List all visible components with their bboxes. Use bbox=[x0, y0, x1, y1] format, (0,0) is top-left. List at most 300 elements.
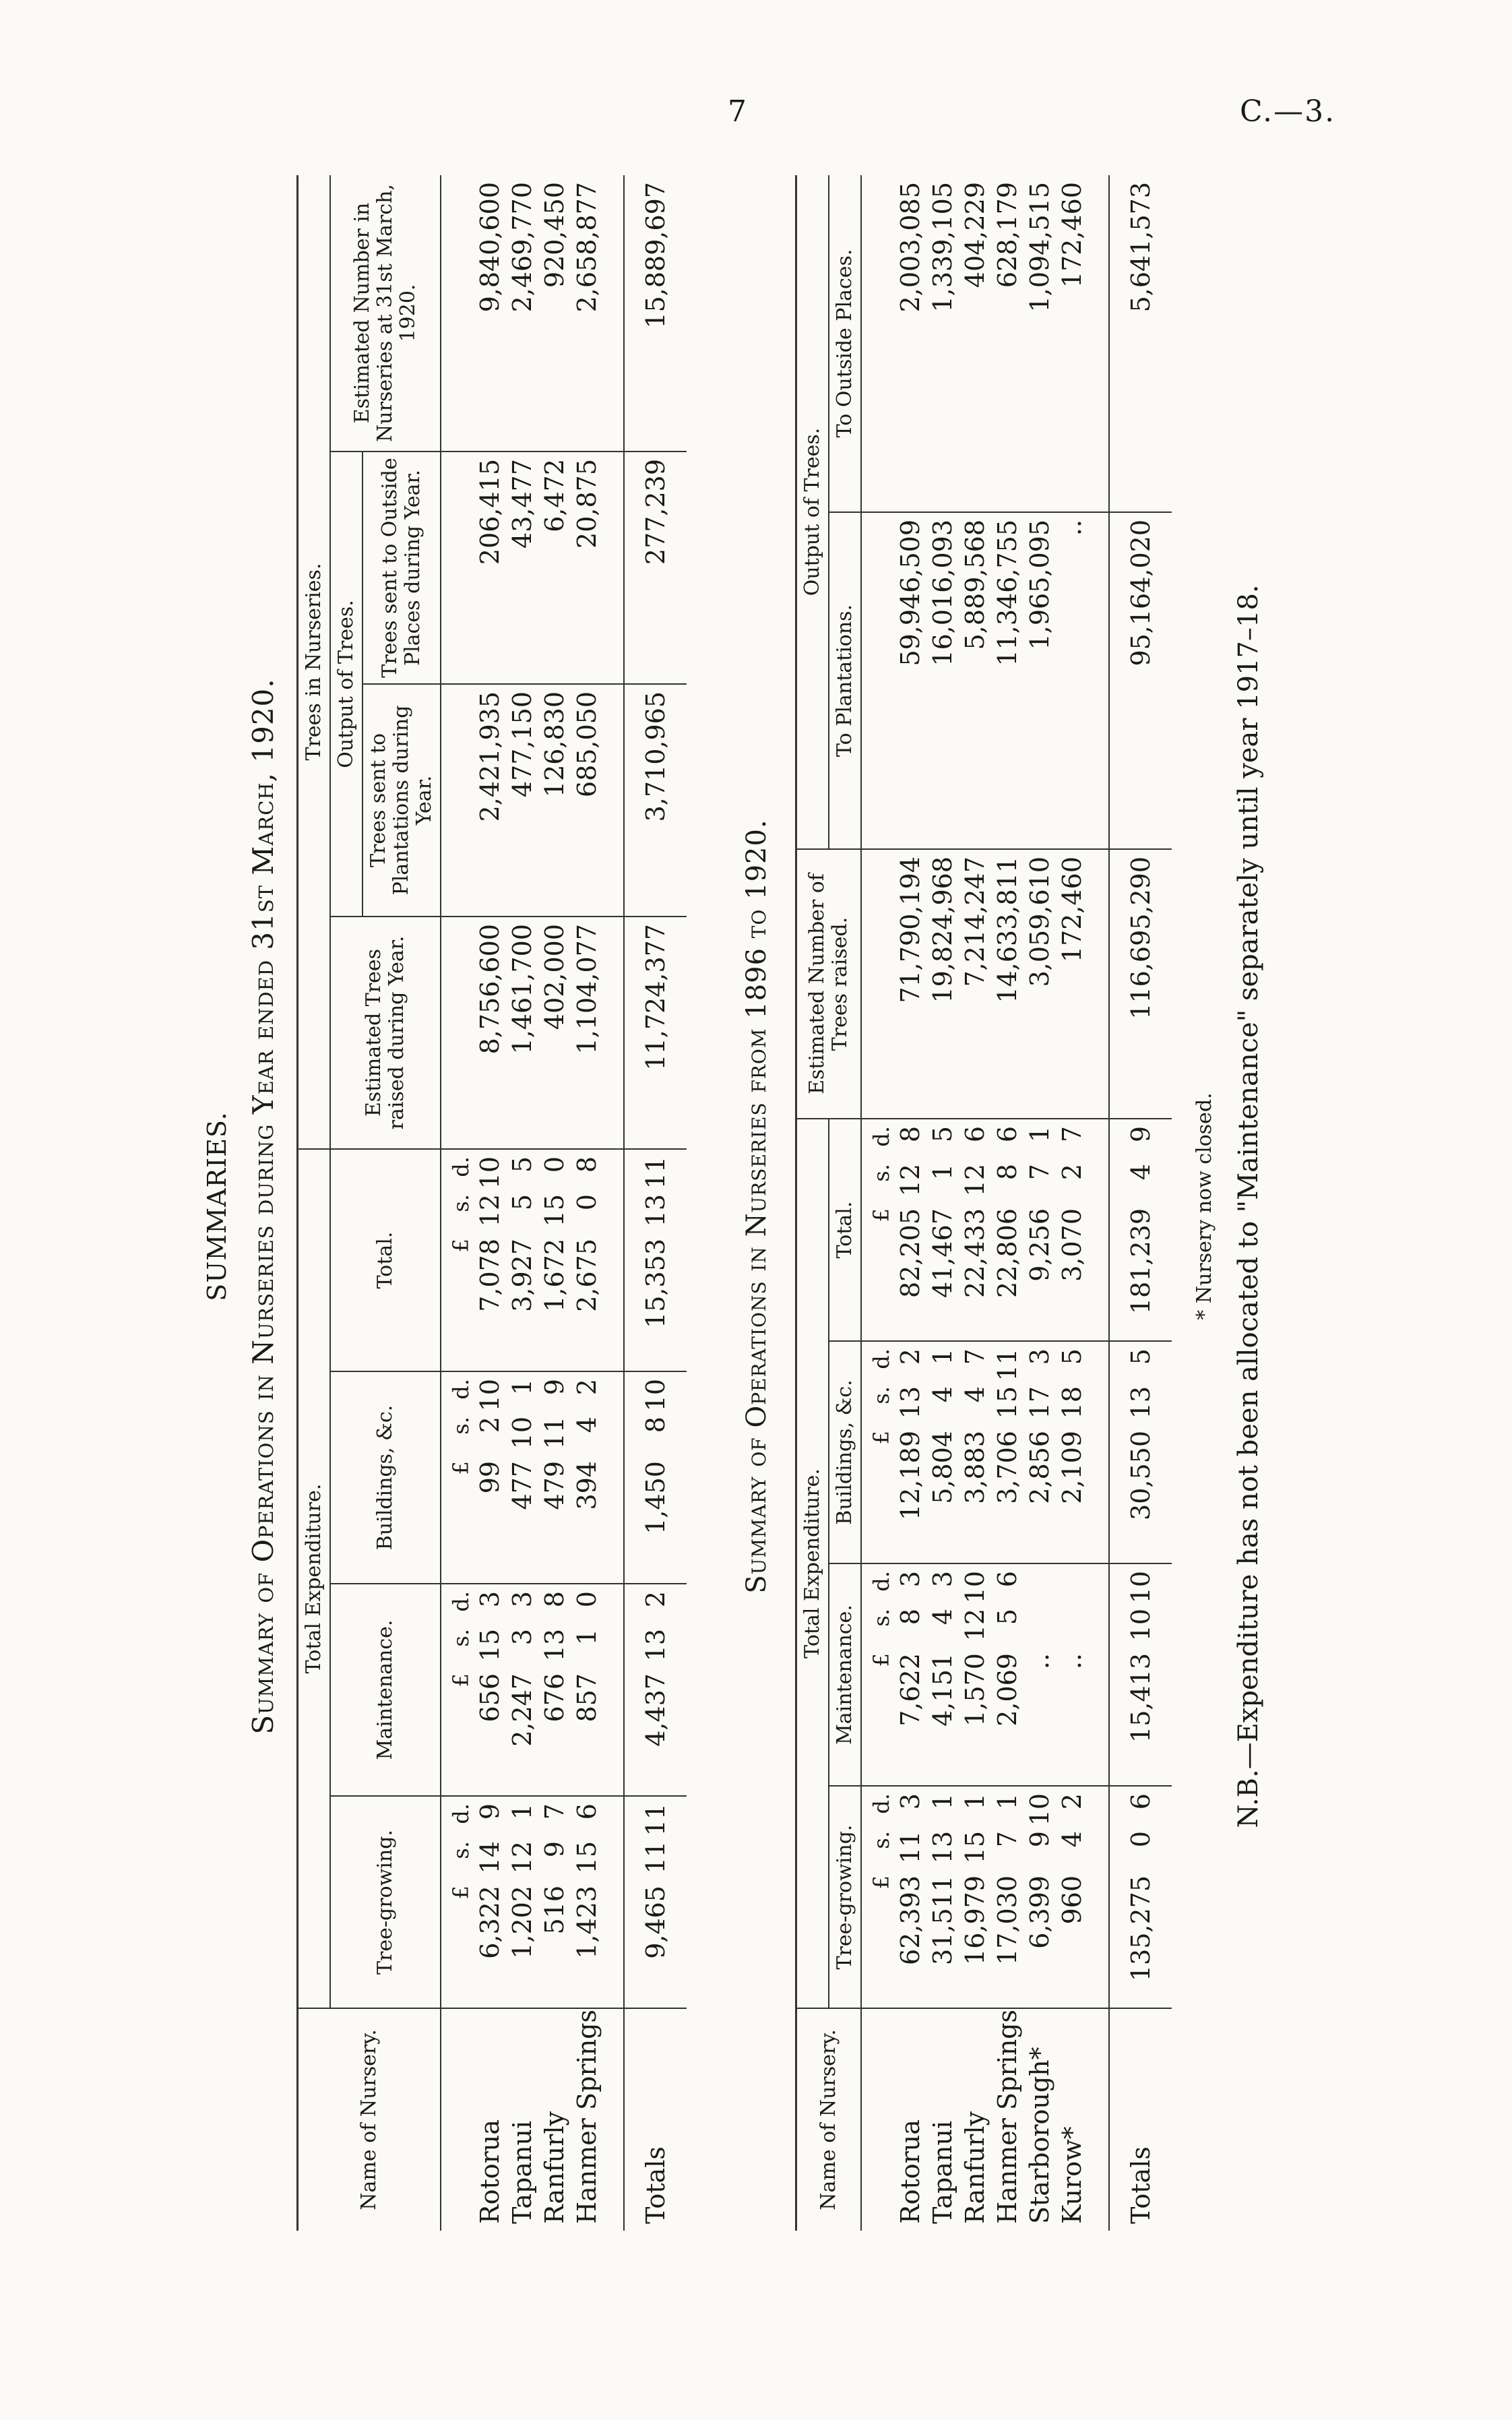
total-cell bbox=[474, 1149, 624, 1371]
pounds-value: 99 bbox=[475, 1461, 505, 1494]
pounds-value: 477 bbox=[507, 1461, 537, 1510]
pounds-value: 1,570 bbox=[960, 1653, 990, 1727]
pounds-value: 960 bbox=[1057, 1875, 1087, 1925]
count-value: 1,965,095 bbox=[1025, 519, 1054, 650]
shillings-value: 17 bbox=[1025, 1386, 1054, 1419]
footnote: * Nursery now closed. bbox=[1193, 1092, 1216, 1320]
shillings-value: 12 bbox=[475, 1193, 505, 1227]
unit-pence: d. bbox=[448, 1379, 474, 1400]
count-value: 14,633,811 bbox=[993, 856, 1022, 1003]
header-estimated-raised: Estimated Trees raised during Year. bbox=[330, 917, 441, 1149]
unit-pound: £ bbox=[869, 1208, 894, 1222]
shillings-value: 15 bbox=[960, 1831, 990, 1864]
money-value bbox=[506, 1803, 538, 2001]
total-raised: 116,695,290 bbox=[1109, 849, 1172, 1119]
unit-pound: £ bbox=[869, 1875, 894, 1890]
pence-value: 6 bbox=[993, 1571, 1022, 1588]
shillings-value: 4 bbox=[572, 1417, 602, 1433]
count-value: 19,824,968 bbox=[928, 856, 957, 1003]
unit-shilling: s. bbox=[448, 1629, 474, 1647]
nursery-name: Hanmer Springs bbox=[993, 2009, 1022, 2224]
shillings-value: 15 bbox=[993, 1386, 1022, 1419]
pounds-value: 135,275 bbox=[1126, 1875, 1156, 1982]
count-value: 8,756,600 bbox=[475, 923, 505, 1055]
nursery-name: Ranfurly bbox=[540, 2111, 569, 2224]
tree-growing-cell bbox=[894, 1786, 1109, 2008]
total-tree-growing bbox=[624, 1796, 687, 2008]
total-in-nurseries: 15,889,697 bbox=[624, 175, 687, 452]
shillings-value: 3 bbox=[507, 1629, 537, 1646]
pence-value: 7 bbox=[960, 1348, 990, 1365]
count-value: 20,875 bbox=[572, 458, 602, 549]
count-value: 1,094,515 bbox=[1025, 181, 1054, 313]
money-value bbox=[894, 1793, 926, 2001]
header-total: Total. bbox=[829, 1119, 861, 1341]
pence-value: 7 bbox=[1057, 1125, 1087, 1143]
count-value: 404,229 bbox=[960, 181, 990, 288]
shillings-value: 13 bbox=[1126, 1386, 1156, 1419]
document-code: C.—3. bbox=[1240, 94, 1336, 129]
totals-label: Totals bbox=[624, 2008, 687, 2231]
shillings-value: 4 bbox=[1057, 1831, 1087, 1848]
to-outside-cell bbox=[894, 175, 1109, 512]
unit-shilling: s. bbox=[869, 1831, 894, 1849]
total-outside: 5,641,573 bbox=[1109, 175, 1172, 512]
total-buildings bbox=[624, 1371, 687, 1584]
money-value bbox=[1023, 1571, 1056, 1778]
shillings-value: 5 bbox=[993, 1609, 1022, 1625]
unit-pound: £ bbox=[448, 1673, 474, 1687]
pence-value: 9 bbox=[540, 1379, 569, 1396]
pounds-value: 62,393 bbox=[895, 1875, 925, 1965]
pence-value: 2 bbox=[895, 1348, 925, 1365]
count-value: 1,339,105 bbox=[928, 181, 957, 313]
money-value bbox=[959, 1126, 991, 1334]
count-value: 6,472 bbox=[540, 458, 569, 532]
rotated-content bbox=[202, 155, 1307, 2258]
pounds-value: 2,675 bbox=[572, 1238, 602, 1312]
count-value: 43,477 bbox=[507, 458, 537, 549]
shillings-value: 10 bbox=[1126, 1609, 1156, 1642]
pounds-value: 7,078 bbox=[475, 1238, 505, 1312]
unit-shilling: s. bbox=[448, 1841, 474, 1859]
money-value bbox=[991, 1348, 1023, 1556]
pounds-value: 4,437 bbox=[641, 1673, 670, 1747]
pence-value: 6 bbox=[960, 1125, 990, 1143]
money-value bbox=[538, 1156, 571, 1364]
buildings-cell bbox=[474, 1371, 624, 1584]
pence-value: 3 bbox=[475, 1591, 505, 1608]
money-value bbox=[474, 1379, 506, 1576]
money-value bbox=[506, 1379, 538, 1576]
header-estimated-number: Estimated Number of Trees raised. bbox=[796, 849, 862, 1119]
money-value bbox=[571, 1591, 603, 1789]
pounds-value: 15,413 bbox=[1126, 1653, 1156, 1743]
table-operations-1896-1920 bbox=[795, 175, 1172, 2231]
money-value bbox=[1056, 1793, 1088, 2001]
pence-value: 6 bbox=[993, 1125, 1022, 1143]
shillings-value: 7 bbox=[993, 1831, 1022, 1848]
shillings-value: 4 bbox=[960, 1386, 990, 1403]
totals-row bbox=[624, 175, 687, 2231]
total-plantations: 95,164,020 bbox=[1109, 512, 1172, 849]
shillings-value: 13 bbox=[895, 1386, 925, 1419]
pounds-value: 9,465 bbox=[641, 1886, 670, 1959]
pounds-value: 41,467 bbox=[928, 1208, 957, 1298]
count-value: 477,150 bbox=[507, 691, 537, 798]
count-value: 2,469,770 bbox=[507, 181, 537, 313]
pounds-value: 3,927 bbox=[507, 1238, 537, 1312]
money-value bbox=[991, 1126, 1023, 1334]
unit-pound: £ bbox=[448, 1461, 474, 1475]
money-value bbox=[538, 1591, 571, 1789]
money-value bbox=[506, 1156, 538, 1364]
nursery-name: Starborough* bbox=[1025, 2047, 1054, 2224]
pence-value: 10 bbox=[960, 1571, 990, 1604]
shillings-value: 11 bbox=[895, 1831, 925, 1864]
money-value bbox=[894, 1571, 926, 1778]
unit-shilling: s. bbox=[448, 1417, 474, 1435]
table1-title: Summary of Operations in Nurseries during Year ended 31st March, 1920. bbox=[247, 678, 280, 1735]
header-buildings: Buildings, &c. bbox=[330, 1371, 441, 1584]
money-value bbox=[538, 1379, 571, 1576]
pounds-value: 4,151 bbox=[928, 1653, 957, 1727]
unit-shilling: s. bbox=[448, 1193, 474, 1212]
money-value bbox=[1056, 1126, 1088, 1334]
header-to-plantations: To Plantations. bbox=[829, 512, 861, 849]
pounds-value: 30,550 bbox=[1126, 1431, 1156, 1520]
pence-value: 10 bbox=[1025, 1793, 1054, 1826]
pence-value: 6 bbox=[1126, 1793, 1156, 1810]
count-value: 2,421,935 bbox=[475, 691, 505, 822]
nursery-name: Rotorua bbox=[895, 2119, 925, 2224]
nursery-name: Tapanui bbox=[507, 2120, 537, 2224]
shillings-value: 15 bbox=[540, 1193, 569, 1227]
header-sent-outside: Trees sent to Outside Places during Year. bbox=[363, 452, 441, 684]
pounds-value: 7,622 bbox=[895, 1653, 925, 1727]
pence-value: 5 bbox=[507, 1156, 537, 1173]
money-value bbox=[474, 1803, 506, 2001]
total-tree-growing bbox=[1109, 1786, 1172, 2008]
total-total bbox=[1109, 1119, 1172, 1341]
header-name-of-nursery: Name of Nursery. bbox=[298, 2008, 441, 2231]
pounds-value: 1,672 bbox=[540, 1238, 569, 1312]
header-maintenance: Maintenance. bbox=[330, 1584, 441, 1796]
shillings-value: 12 bbox=[895, 1163, 925, 1197]
money-value bbox=[571, 1379, 603, 1576]
shillings-value: 4 bbox=[1126, 1163, 1156, 1181]
header-output-of-trees: Output of Trees. bbox=[330, 452, 363, 917]
table-operations-1920 bbox=[296, 175, 687, 2231]
money-value bbox=[894, 1348, 926, 1556]
count-value: 1,104,077 bbox=[572, 923, 602, 1055]
pence-value: 5 bbox=[928, 1125, 957, 1143]
unit-shilling: s. bbox=[869, 1163, 894, 1182]
count-value: 1,461,700 bbox=[507, 923, 537, 1055]
pounds-value: 1,450 bbox=[641, 1461, 670, 1534]
pence-value: 8 bbox=[895, 1125, 925, 1143]
total-plantations: 3,710,965 bbox=[624, 684, 687, 917]
pence-value: 11 bbox=[641, 1156, 670, 1189]
pounds-value: .. bbox=[1025, 1653, 1054, 1670]
header-to-outside: To Outside Places. bbox=[829, 175, 861, 512]
pence-value: 1 bbox=[993, 1793, 1022, 1810]
nursery-name: Kurow* bbox=[1057, 2126, 1087, 2224]
tree-growing-cell bbox=[474, 1796, 624, 2008]
pence-value: 3 bbox=[895, 1793, 925, 1810]
header-total-expenditure: Total Expenditure. bbox=[796, 1119, 829, 2008]
header-name-of-nursery: Name of Nursery. bbox=[796, 2008, 862, 2231]
total-outside: 277,239 bbox=[624, 452, 687, 684]
totals-row bbox=[1109, 175, 1172, 2231]
money-value bbox=[1056, 1571, 1088, 1778]
shillings-value: 11 bbox=[540, 1417, 569, 1450]
unit-pound: £ bbox=[869, 1431, 894, 1445]
pence-value: 3 bbox=[507, 1591, 537, 1608]
pence-value: 8 bbox=[572, 1156, 602, 1173]
shillings-value: 12 bbox=[960, 1609, 990, 1642]
count-value: 685,050 bbox=[572, 691, 602, 798]
pence-value: 0 bbox=[540, 1156, 569, 1173]
shillings-value: 0 bbox=[1126, 1831, 1156, 1848]
count-value: 2,003,085 bbox=[895, 181, 925, 313]
count-value: 16,016,093 bbox=[928, 519, 957, 666]
pounds-value: 2,109 bbox=[1057, 1431, 1087, 1504]
money-value bbox=[474, 1591, 506, 1789]
nursery-name: Tapanui bbox=[928, 2120, 957, 2224]
nursery-names-cell bbox=[894, 2008, 1109, 2231]
shillings-value: 4 bbox=[928, 1609, 957, 1625]
pounds-value: 12,189 bbox=[895, 1431, 925, 1520]
buildings-cell bbox=[894, 1341, 1109, 1563]
total-buildings bbox=[1109, 1341, 1172, 1563]
pounds-value: 2,856 bbox=[1025, 1431, 1054, 1504]
pounds-value: 1,202 bbox=[507, 1886, 537, 1959]
count-value: 920,450 bbox=[540, 181, 569, 288]
pounds-value: 15,353 bbox=[641, 1238, 670, 1328]
pounds-value: 6,399 bbox=[1025, 1875, 1054, 1949]
pence-value: 5 bbox=[1057, 1348, 1087, 1365]
money-value bbox=[1023, 1793, 1056, 2001]
count-value: 5,889,568 bbox=[960, 519, 990, 650]
shillings-value: 0 bbox=[572, 1193, 602, 1211]
pounds-value: 3,883 bbox=[960, 1431, 990, 1504]
unit-pence: d. bbox=[448, 1803, 474, 1824]
money-value bbox=[959, 1571, 991, 1778]
table-row-group bbox=[894, 175, 1109, 2231]
shillings-value: 13 bbox=[641, 1629, 670, 1662]
money-value bbox=[959, 1348, 991, 1556]
pence-value: 9 bbox=[475, 1803, 505, 1820]
pounds-value: 181,239 bbox=[1126, 1208, 1156, 1315]
pence-value: 5 bbox=[1126, 1348, 1156, 1365]
header-trees-in-nurseries: Trees in Nurseries. bbox=[298, 175, 331, 1149]
summaries-heading: SUMMARIES. bbox=[202, 1111, 232, 1301]
pence-value: 2 bbox=[572, 1379, 602, 1396]
shillings-value: 5 bbox=[507, 1193, 537, 1211]
pounds-value: 22,433 bbox=[960, 1208, 990, 1298]
pounds-value: 3,070 bbox=[1057, 1208, 1087, 1282]
shillings-value: 13 bbox=[928, 1831, 957, 1864]
count-value: 206,415 bbox=[475, 458, 505, 565]
nursery-names-cell bbox=[474, 2008, 624, 2231]
shillings-value: 8 bbox=[993, 1163, 1022, 1181]
pence-value: 11 bbox=[993, 1348, 1022, 1382]
shillings-value: 7 bbox=[1025, 1163, 1054, 1181]
pence-value: 11 bbox=[641, 1803, 670, 1836]
header-tree-growing: Tree-growing. bbox=[330, 1796, 441, 2008]
count-value: 402,000 bbox=[540, 923, 569, 1030]
pounds-value: 16,979 bbox=[960, 1875, 990, 1965]
pence-value: 2 bbox=[1057, 1793, 1087, 1810]
pence-value: 1 bbox=[507, 1379, 537, 1396]
sent-outside-cell bbox=[474, 452, 624, 684]
header-maintenance: Maintenance. bbox=[829, 1563, 861, 1786]
nursery-name: Hanmer Springs bbox=[572, 2009, 602, 2224]
unit-pence: d. bbox=[869, 1793, 894, 1814]
unit-pence: d. bbox=[869, 1571, 894, 1592]
unit-pence: d. bbox=[448, 1156, 474, 1177]
nb-note: N.B.—Expenditure has not been allocated to "Maintenance" separately until year 1917–18. bbox=[1233, 584, 1264, 1828]
count-value: 172,460 bbox=[1057, 856, 1087, 963]
pence-value: 10 bbox=[641, 1379, 670, 1412]
pence-value: 7 bbox=[540, 1803, 569, 1820]
shillings-value: 9 bbox=[540, 1841, 569, 1858]
unit-shilling: s. bbox=[869, 1609, 894, 1627]
pounds-value: 516 bbox=[540, 1886, 569, 1935]
money-value bbox=[926, 1126, 959, 1334]
unit-pence: d. bbox=[448, 1591, 474, 1612]
shillings-value: 15 bbox=[475, 1629, 505, 1662]
count-value: 172,460 bbox=[1057, 181, 1087, 288]
shillings-value: 13 bbox=[641, 1193, 670, 1227]
shillings-value: 11 bbox=[641, 1841, 670, 1874]
pence-value: 1 bbox=[1025, 1125, 1054, 1143]
pounds-value: .. bbox=[1057, 1653, 1087, 1670]
pounds-value: 6,322 bbox=[475, 1886, 505, 1959]
count-value: 9,840,600 bbox=[475, 181, 505, 313]
pounds-value: 22,806 bbox=[993, 1208, 1022, 1298]
count-value: .. bbox=[1057, 519, 1087, 536]
money-value bbox=[538, 1803, 571, 2001]
pence-value: 0 bbox=[572, 1591, 602, 1608]
count-value: 7,214,247 bbox=[960, 856, 990, 987]
money-value bbox=[926, 1348, 959, 1556]
money-value bbox=[571, 1156, 603, 1364]
pence-value: 9 bbox=[1126, 1125, 1156, 1143]
pounds-value: 17,030 bbox=[993, 1875, 1022, 1965]
shillings-value: 9 bbox=[1025, 1831, 1054, 1848]
pence-value: 1 bbox=[928, 1348, 957, 1365]
count-value: 71,790,194 bbox=[895, 856, 925, 1003]
money-value bbox=[959, 1793, 991, 2001]
pounds-value: 9,256 bbox=[1025, 1208, 1054, 1282]
unit-pence: d. bbox=[869, 1125, 894, 1147]
nursery-name: Ranfurly bbox=[960, 2111, 990, 2224]
pence-value: 3 bbox=[1025, 1348, 1054, 1365]
money-value bbox=[926, 1793, 959, 2001]
pounds-value: 31,511 bbox=[928, 1875, 957, 1965]
money-value bbox=[991, 1793, 1023, 2001]
table2-title: Summary of Operations in Nurseries from 1896 to 1920. bbox=[741, 819, 772, 1594]
pence-value: 10 bbox=[475, 1156, 505, 1189]
pounds-value: 82,205 bbox=[895, 1208, 925, 1298]
pence-value: 2 bbox=[641, 1591, 670, 1608]
maintenance-cell bbox=[894, 1563, 1109, 1786]
shillings-value: 1 bbox=[572, 1629, 602, 1646]
table-row-group bbox=[474, 175, 624, 2231]
shillings-value: 12 bbox=[507, 1841, 537, 1874]
pence-value: 1 bbox=[960, 1793, 990, 1810]
shillings-value: 8 bbox=[895, 1609, 925, 1625]
shillings-value: 13 bbox=[540, 1629, 569, 1662]
to-plantations-cell bbox=[894, 512, 1109, 849]
shillings-value: 14 bbox=[475, 1841, 505, 1874]
nursery-name: Rotorua bbox=[475, 2119, 505, 2224]
pence-value: 3 bbox=[895, 1571, 925, 1588]
unit-pence: d. bbox=[869, 1348, 894, 1369]
count-value: 11,346,755 bbox=[993, 519, 1022, 666]
pounds-value: 1,423 bbox=[572, 1886, 602, 1959]
pounds-value: 479 bbox=[540, 1461, 569, 1510]
pounds-value: 676 bbox=[540, 1673, 569, 1723]
shillings-value: 12 bbox=[960, 1163, 990, 1197]
count-value: 126,830 bbox=[540, 691, 569, 798]
shillings-value: 2 bbox=[1057, 1163, 1087, 1181]
estimated-number-cell bbox=[474, 175, 624, 452]
estimated-raised-cell bbox=[474, 917, 624, 1149]
header-buildings: Buildings, &c. bbox=[829, 1341, 861, 1563]
header-sent-plantations: Trees sent to Plantations during Year. bbox=[363, 684, 441, 917]
money-value bbox=[926, 1571, 959, 1778]
pence-value: 3 bbox=[928, 1571, 957, 1588]
money-value bbox=[991, 1571, 1023, 1778]
total-maintenance bbox=[624, 1584, 687, 1796]
money-value bbox=[506, 1591, 538, 1789]
page-number: 7 bbox=[728, 94, 747, 129]
shillings-value: 4 bbox=[928, 1386, 957, 1403]
header-estimated-number: Estimated Number in Nurseries at 31st March, 1920. bbox=[330, 175, 441, 452]
money-value bbox=[474, 1156, 506, 1364]
pence-value: 6 bbox=[572, 1803, 602, 1820]
total-raised: 11,724,377 bbox=[624, 917, 687, 1149]
unit-pound: £ bbox=[448, 1238, 474, 1253]
header-output-of-trees: Output of Trees. bbox=[796, 175, 829, 849]
money-value bbox=[571, 1803, 603, 2001]
money-value bbox=[1023, 1348, 1056, 1556]
pounds-value: 2,069 bbox=[993, 1653, 1022, 1727]
header-tree-growing: Tree-growing. bbox=[829, 1786, 861, 2008]
shillings-value: 10 bbox=[507, 1417, 537, 1450]
shillings-value: 15 bbox=[572, 1841, 602, 1874]
pounds-value: 394 bbox=[572, 1461, 602, 1510]
pounds-value: 5,804 bbox=[928, 1431, 957, 1504]
unit-pound: £ bbox=[448, 1886, 474, 1900]
count-value: 628,179 bbox=[993, 181, 1022, 288]
estimated-raised-cell bbox=[894, 849, 1109, 1119]
count-value: 3,059,610 bbox=[1025, 856, 1054, 987]
pounds-value: 857 bbox=[572, 1673, 602, 1723]
total-maintenance bbox=[1109, 1563, 1172, 1786]
pence-value: 8 bbox=[540, 1591, 569, 1608]
shillings-value: 1 bbox=[928, 1163, 957, 1181]
maintenance-cell bbox=[474, 1584, 624, 1796]
count-value: 59,946,509 bbox=[895, 519, 925, 666]
header-total: Total. bbox=[330, 1149, 441, 1371]
money-value bbox=[1023, 1126, 1056, 1334]
sent-plantations-cell bbox=[474, 684, 624, 917]
unit-shilling: s. bbox=[869, 1386, 894, 1404]
